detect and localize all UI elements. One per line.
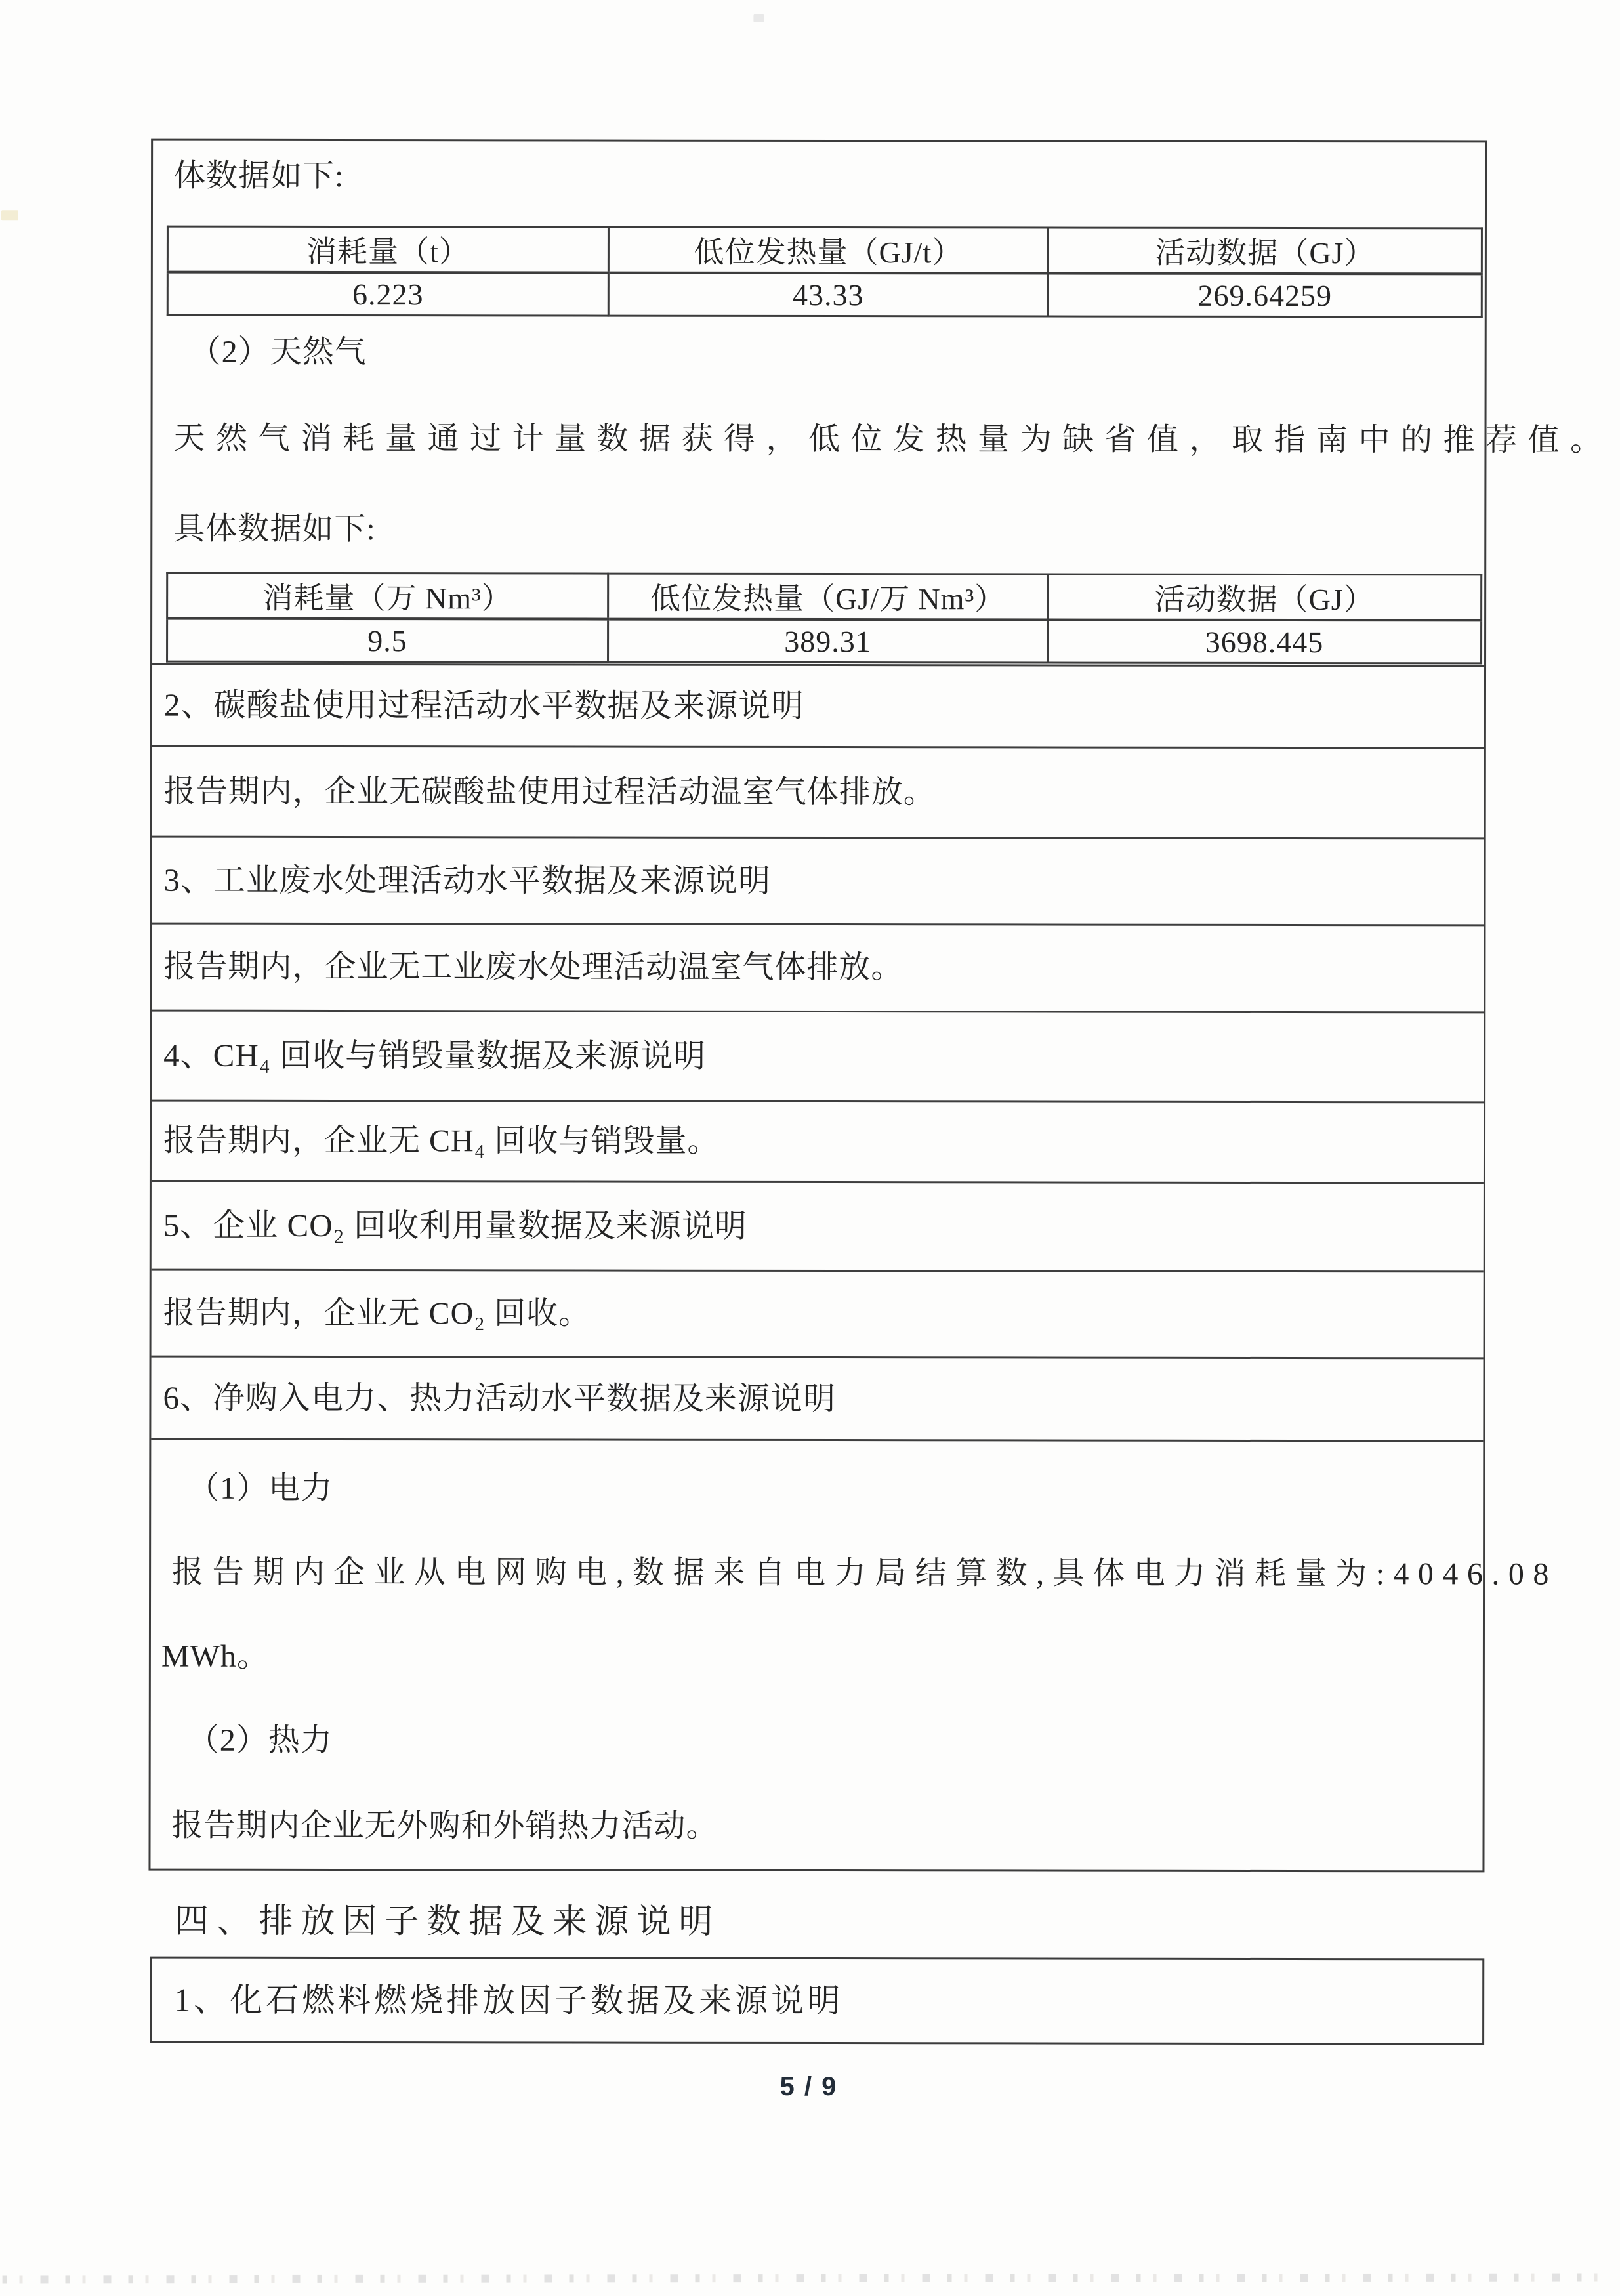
table-value-row bbox=[167, 619, 1482, 663]
power-description-line1: 报告期内企业从电网购电,数据来自电力局结算数,具体电力消耗量为:4046.08 bbox=[172, 1555, 1558, 1592]
row-wastewater-heading bbox=[152, 836, 1484, 925]
heat-subheading: （2）热力 bbox=[187, 1722, 333, 1758]
table-value-cell: 269.64259 bbox=[1048, 274, 1482, 317]
section-heading-emission-factors: 四、排放因子数据及来源说明 bbox=[175, 1902, 721, 1941]
page-number: 5 / 9 bbox=[779, 2072, 838, 2102]
scan-edge-mark bbox=[1, 210, 18, 220]
fossil-fuel-factor-box bbox=[150, 1957, 1484, 2045]
natural-gas-description: 天然气消耗量通过计量数据获得，低位发热量为缺省值，取指南中的推荐值。 bbox=[173, 421, 1613, 458]
table-header-cell: 活动数据（GJ） bbox=[1048, 574, 1482, 620]
scan-speck bbox=[753, 14, 764, 22]
table-value-cell: 6.223 bbox=[167, 272, 608, 316]
row-heading-text: 4、CH₄ 回收与销毁量数据及来源说明 bbox=[163, 1037, 707, 1074]
row-co2-heading bbox=[152, 1180, 1484, 1271]
gas-consumption-table bbox=[166, 572, 1482, 665]
fossil-fuel-factor-heading: 1、化石燃料燃烧排放因子数据及来源说明 bbox=[174, 1981, 844, 2020]
row-heading-text: 3、工业废水处理活动水平数据及来源说明 bbox=[163, 862, 772, 899]
table-value-cell: 3698.445 bbox=[1048, 620, 1482, 663]
scan-bottom-noise bbox=[3, 2273, 1612, 2283]
row-heading-text: 5、企业 CO₂ 回收利用量数据及来源说明 bbox=[163, 1207, 748, 1244]
power-subheading: （1）电力 bbox=[188, 1471, 333, 1506]
table-value-cell: 389.31 bbox=[608, 619, 1048, 663]
coal-consumption-table bbox=[167, 226, 1483, 318]
row-body-text: 报告期内，企业无碳酸盐使用过程活动温室气体排放。 bbox=[163, 774, 936, 810]
activity-data-table bbox=[148, 139, 1613, 1873]
row-ch4-heading bbox=[152, 1010, 1484, 1102]
gas-data-intro: 具体数据如下: bbox=[173, 511, 376, 547]
row-power-heat-heading bbox=[151, 1356, 1483, 1440]
row-co2-body bbox=[152, 1269, 1484, 1358]
natural-gas-subheading: （2）天然气 bbox=[189, 334, 367, 370]
table-header-cell: 消耗量（万 Nm³） bbox=[167, 573, 608, 619]
row-wastewater-body bbox=[152, 923, 1484, 1012]
table-value-cell: 9.5 bbox=[167, 619, 608, 662]
table-header-cell: 低位发热量（GJ/t） bbox=[608, 227, 1048, 273]
table-header-cell: 活动数据（GJ） bbox=[1048, 228, 1482, 274]
table-value-cell: 43.33 bbox=[608, 273, 1048, 316]
intro-text-fragment: 体数据如下: bbox=[174, 158, 344, 194]
fuel-activity-cell bbox=[152, 141, 1613, 665]
row-heading-text: 2、碳酸盐使用过程活动水平数据及来源说明 bbox=[163, 686, 804, 724]
table-header-row bbox=[167, 226, 1482, 274]
row-body-text: 报告期内，企业无 CH₄ 回收与销毁量。 bbox=[163, 1123, 720, 1159]
row-body-text: 报告期内，企业无工业废水处理活动温室气体排放。 bbox=[163, 949, 903, 986]
table-header-cell: 低位发热量（GJ/万 Nm³） bbox=[608, 574, 1048, 619]
row-power-heat-body bbox=[150, 1438, 1558, 1871]
table-header-cell: 消耗量（t） bbox=[167, 226, 608, 272]
row-heading-text: 6、净购入电力、热力活动水平数据及来源说明 bbox=[163, 1379, 837, 1417]
row-ch4-body bbox=[152, 1100, 1484, 1182]
heat-description: 报告期内企业无外购和外销热力活动。 bbox=[171, 1808, 718, 1844]
power-description-line2: MWh。 bbox=[161, 1639, 269, 1674]
row-carbonate-heading bbox=[152, 663, 1484, 747]
table-header-row bbox=[167, 573, 1482, 620]
row-body-text: 报告期内，企业无 CO₂ 回收。 bbox=[163, 1295, 591, 1331]
row-carbonate-body bbox=[152, 745, 1484, 838]
table-value-row bbox=[167, 272, 1482, 317]
